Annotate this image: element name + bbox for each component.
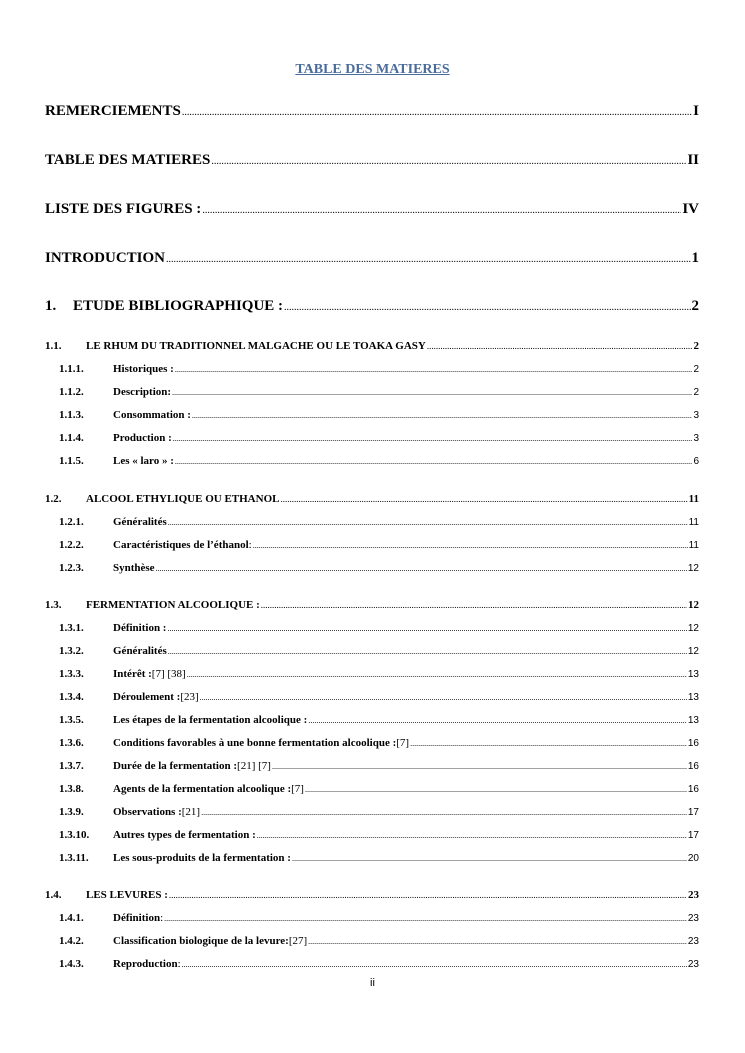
toc-entry[interactable]: [59, 363, 699, 375]
dot-leader: [182, 107, 692, 118]
toc-entry-title: Caractéristiques de l’éthanol: [113, 539, 249, 551]
toc-entry[interactable]: [59, 806, 699, 818]
toc-entry-number: 1.3.2.: [59, 645, 84, 657]
dot-leader: [182, 960, 687, 969]
dot-leader: [200, 693, 687, 702]
toc-entry-reference: [27]: [288, 935, 308, 947]
dot-leader: [308, 716, 687, 725]
toc-entry-page: 11: [688, 540, 699, 551]
toc-entry[interactable]: [59, 760, 699, 772]
toc-entry[interactable]: [45, 250, 699, 267]
toc-entry-title: Généralités: [113, 645, 167, 657]
toc-entry-title: Reproduction: [113, 958, 178, 970]
toc-entry-reference: [21]: [181, 806, 201, 818]
toc-entry[interactable]: [45, 298, 699, 315]
toc-entry-title: Durée de la fermentation :: [113, 760, 238, 772]
toc-entry-title: Les « laro » :: [113, 455, 174, 467]
toc-entry[interactable]: [59, 714, 699, 726]
toc-entry-page: 23: [687, 936, 699, 947]
dot-leader: [164, 914, 687, 923]
toc-entry-title: Les sous-produits de la fermentation :: [113, 852, 291, 864]
toc-entry-title: Consommation :: [113, 409, 191, 421]
toc-entry-page: 2: [691, 298, 699, 314]
dot-leader: [272, 762, 687, 771]
toc-entry-reference: [23]: [180, 691, 199, 703]
toc-entry-page: I: [693, 103, 699, 119]
dot-leader: [167, 624, 686, 633]
toc-entry-title: ETUDE BIBLIOGRAPHIQUE :: [73, 298, 284, 314]
dot-leader: [175, 365, 693, 374]
toc-entry-page: 2: [693, 387, 699, 398]
dot-leader: [173, 434, 693, 443]
dot-leader: [305, 785, 687, 794]
toc-entry[interactable]: [45, 889, 699, 901]
toc-entry-number: 1.4.: [45, 889, 62, 901]
toc-entry-page: 17: [687, 830, 699, 841]
toc-entry[interactable]: [59, 562, 699, 574]
toc-entry[interactable]: [45, 599, 699, 611]
page-number: ii: [370, 977, 375, 989]
toc-entry-number: 1.3.3.: [59, 668, 84, 680]
dot-leader: [211, 156, 686, 167]
toc-entry-number: 1.1.1.: [59, 363, 84, 375]
toc-entry-number: 1.4.1.: [59, 912, 84, 924]
toc-entry-page: 6: [693, 456, 699, 467]
toc-entry-title: Déroulement :: [113, 691, 181, 703]
toc-entry-reference: [7]: [396, 737, 410, 749]
toc-entry-title: LES LEVURES :: [86, 889, 168, 901]
toc-entry-page: 16: [687, 738, 699, 749]
toc-entry-number: 1.1.3.: [59, 409, 84, 421]
toc-entry-page: 3: [693, 433, 699, 444]
toc-entry-page: 12: [688, 599, 699, 611]
toc-entry-number: 1.2.2.: [59, 539, 84, 551]
toc-entry-number: 1.3.9.: [59, 806, 84, 818]
dot-leader: [166, 254, 690, 265]
dot-leader: [292, 854, 687, 863]
toc-entry[interactable]: [45, 201, 699, 218]
toc-entry-number: 1.3.7.: [59, 760, 84, 772]
toc-entry[interactable]: [59, 645, 699, 657]
toc-entry-page: 11: [688, 517, 699, 528]
dot-leader: [192, 411, 693, 420]
toc-entry-title: Agents de la fermentation alcoolique :: [113, 783, 292, 795]
toc-entry-page: 12: [687, 563, 699, 574]
toc-entry-title: LISTE DES FIGURES :: [45, 201, 202, 217]
toc-entry-page: 16: [687, 784, 699, 795]
dot-leader: [172, 388, 692, 397]
toc-entry-page: 12: [687, 646, 699, 657]
toc-entry-title: Classification biologique de la levure:: [113, 935, 289, 947]
toc-entry-number: 1.: [45, 298, 57, 314]
toc-entry-reference: [7]: [291, 783, 304, 795]
toc-entry-page: 1: [691, 250, 699, 266]
toc-entry[interactable]: [59, 386, 699, 398]
toc-entry-page: 3: [693, 410, 699, 421]
toc-entry-number: 1.3.: [45, 599, 62, 611]
dot-leader: [156, 564, 687, 573]
toc-entry-page: II: [687, 152, 699, 168]
toc-entry[interactable]: [45, 152, 699, 169]
toc-entry-title: REMERCIEMENTS: [45, 103, 181, 119]
page-title: TABLE DES MATIERES: [295, 62, 450, 77]
toc-entry-number: 1.3.6.: [59, 737, 84, 749]
toc-entry-page: 23: [687, 959, 699, 970]
toc-entry-number: 1.3.8.: [59, 783, 84, 795]
toc-entry-title: Historiques :: [113, 363, 174, 375]
toc-entry[interactable]: [59, 958, 699, 970]
toc-entry-title: INTRODUCTION: [45, 250, 166, 266]
dot-leader: [284, 302, 690, 313]
toc-entry-number: 1.3.10.: [59, 829, 90, 841]
toc-entry-page: 23: [688, 889, 699, 901]
toc-entry-page: 12: [687, 623, 699, 634]
dot-leader: [201, 808, 687, 817]
toc-entry-title: FERMENTATION ALCOOLIQUE :: [86, 599, 260, 611]
toc-entry-reference: :: [177, 958, 181, 970]
toc-entry-title: LE RHUM DU TRADITIONNEL MALGACHE OU LE TOAKA GASY: [86, 340, 426, 352]
toc-entry[interactable]: [59, 829, 699, 841]
toc-entry-page: 2: [693, 340, 699, 352]
toc-entry-page: 23: [687, 913, 699, 924]
toc-entry-reference: :: [248, 539, 252, 551]
toc-entry-title: TABLE DES MATIERES: [45, 152, 211, 168]
toc-entry[interactable]: [59, 539, 699, 551]
dot-leader: [175, 457, 693, 466]
toc-entry-reference: [7] [38]: [151, 668, 186, 680]
toc-entry-number: 1.2.3.: [59, 562, 84, 574]
toc-entry-page: 2: [693, 364, 699, 375]
toc-entry-title: Généralités: [113, 516, 167, 528]
toc-entry[interactable]: [59, 912, 699, 924]
toc-entry-number: 1.2.: [45, 493, 62, 505]
toc-entry-title: Production :: [113, 432, 172, 444]
toc-entry-title: Observations :: [113, 806, 182, 818]
toc-entry-title: Conditions favorables à une bonne fermentation alcoolique :: [113, 737, 397, 749]
toc-entry-page: 11: [688, 493, 699, 505]
toc-entry-number: 1.3.5.: [59, 714, 84, 726]
toc-entry[interactable]: [59, 622, 699, 634]
toc-entry[interactable]: [59, 935, 699, 947]
toc-entry-title: Intérêt :: [113, 668, 152, 680]
toc-entry-reference: :: [160, 912, 164, 924]
toc-entry-title: Les étapes de la fermentation alcoolique :: [113, 714, 308, 726]
toc-entry-title: Synthèse: [113, 562, 155, 574]
toc-entry-number: 1.1.2.: [59, 386, 84, 398]
toc-entry[interactable]: [59, 737, 699, 749]
toc-entry-number: 1.1.: [45, 340, 62, 352]
toc-entry[interactable]: [59, 516, 699, 528]
dot-leader: [427, 341, 693, 351]
toc-entry[interactable]: [45, 493, 699, 505]
toc-entry-page: 17: [687, 807, 699, 818]
dot-leader: [410, 739, 687, 748]
toc-entry[interactable]: [59, 668, 699, 680]
dot-leader: [261, 600, 687, 610]
toc-entry[interactable]: [59, 432, 699, 444]
dot-leader: [169, 890, 687, 900]
toc-entry-number: 1.1.5.: [59, 455, 84, 467]
dot-leader: [168, 518, 688, 527]
toc-entry-number: 1.4.2.: [59, 935, 84, 947]
dot-leader: [253, 541, 688, 550]
toc-entry-number: 1.2.1.: [59, 516, 84, 528]
dot-leader: [257, 831, 687, 840]
toc-entry-title: Description:: [113, 386, 172, 398]
toc-entry-title: Définition: [113, 912, 161, 924]
toc-entry-title: Autres types de fermentation :: [113, 829, 256, 841]
toc-entry-page: 13: [687, 669, 699, 680]
toc-entry[interactable]: [59, 691, 699, 703]
toc-entry[interactable]: [59, 852, 699, 864]
dot-leader: [168, 647, 687, 656]
toc-entry-page: 16: [687, 761, 699, 772]
toc-entry-reference: [21] [7]: [237, 760, 271, 772]
toc-entry-page: 20: [687, 853, 699, 864]
dot-leader: [280, 494, 687, 504]
toc-entry-number: 1.3.11.: [59, 852, 89, 864]
dot-leader: [187, 670, 687, 679]
toc-entry-page: IV: [682, 201, 699, 217]
dot-leader: [202, 205, 681, 216]
toc-entry-title: ALCOOL ETHYLIQUE OU ETHANOL: [86, 493, 280, 505]
toc-entry[interactable]: [45, 340, 699, 352]
toc-entry-number: 1.3.4.: [59, 691, 84, 703]
toc-entry[interactable]: [45, 103, 699, 120]
toc-entry-number: 1.1.4.: [59, 432, 84, 444]
toc-entry-number: 1.3.1.: [59, 622, 84, 634]
toc-entry-page: 13: [687, 692, 699, 703]
toc-entry[interactable]: [59, 783, 699, 795]
toc-entry[interactable]: [59, 409, 699, 421]
toc-entry[interactable]: [59, 455, 699, 467]
toc-entry-title: Définition :: [113, 622, 167, 634]
dot-leader: [308, 937, 687, 946]
toc-entry-number: 1.4.3.: [59, 958, 84, 970]
toc-entry-page: 13: [687, 715, 699, 726]
